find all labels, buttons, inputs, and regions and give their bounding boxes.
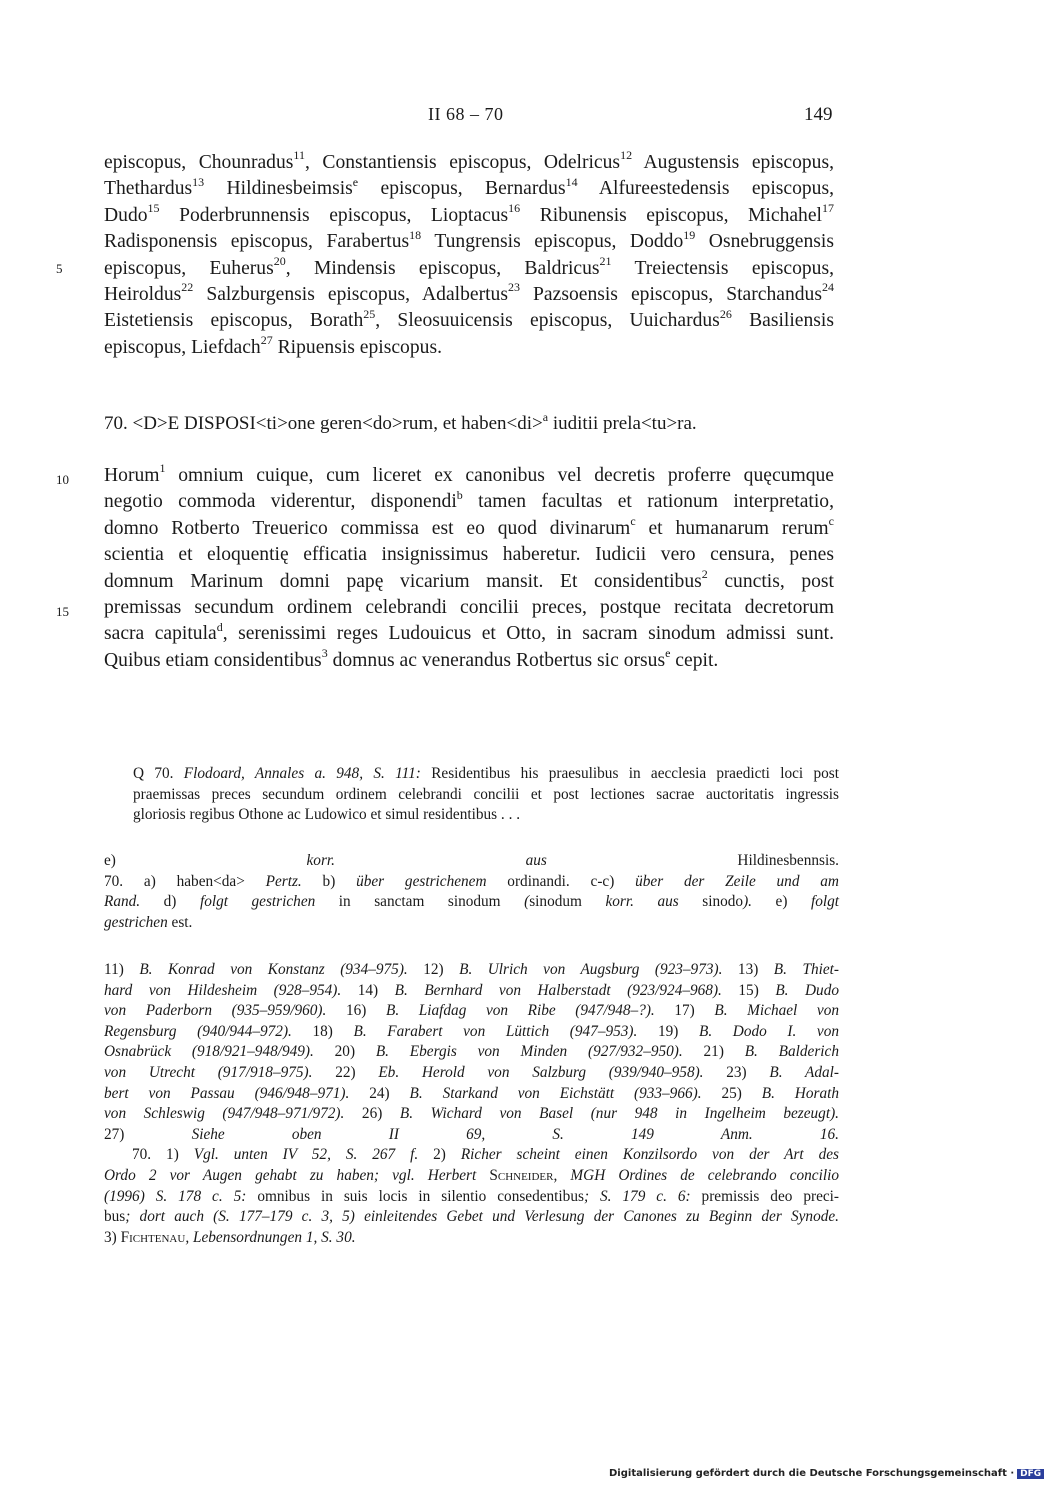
page-header — [0, 104, 1000, 132]
text-segment: Salzburgensis episcopus, Adalbertus — [193, 283, 508, 305]
italic-text: B. Thiet- — [773, 961, 839, 978]
text-segment: praemissas preces secundum ordinem celebrandi concilii et post lectiones sacrae auctoritatis ingressis — [133, 785, 839, 803]
text-segment: Poderbrunnensis episcopus, Lioptacus — [159, 204, 509, 226]
text-segment: scientia et eloquentię efficatia insignissimus haberetur. Iudicii vero censura, penes — [104, 544, 834, 566]
text-line — [104, 851, 839, 872]
italic-text: Pertz. — [265, 872, 302, 890]
text-segment: episcopus, Euherus — [104, 257, 274, 279]
italic-text: über gestrichenem — [356, 872, 487, 890]
text-segment: Residentibus his praesulibus in aecclesia praedicti loci post — [420, 765, 839, 782]
text-segment: 20) — [313, 1043, 376, 1061]
footnote-marker: d — [216, 619, 223, 634]
footnotes — [104, 960, 839, 1248]
text-line — [104, 516, 834, 542]
text-segment: Ripuensis episcopus. — [272, 336, 442, 358]
text-line — [104, 648, 834, 674]
footnote-marker: c — [828, 514, 834, 529]
text-segment: Q 70. — [133, 765, 184, 782]
text-line — [104, 960, 839, 981]
text-line — [104, 203, 834, 229]
text-segment: 25) — [701, 1084, 762, 1102]
italic-text: Rand. — [104, 893, 141, 911]
text-segment: 70. 1) — [132, 1146, 194, 1164]
text-line — [104, 1104, 839, 1125]
text-line — [104, 1207, 839, 1228]
text-line — [104, 1187, 839, 1208]
text-segment: Treiectensis episcopus, — [611, 257, 834, 279]
italic-text: korr. aus — [605, 893, 679, 911]
text-line — [104, 489, 834, 515]
text-segment: omnium cuique, cum liceret ex canonibus vel decretis proferre quęcumque — [165, 465, 834, 486]
text-line — [104, 892, 839, 913]
text-segment: domnum Marinum domni papę vicarium mansit. Et considentibus — [104, 570, 702, 592]
italic-text: Ordo 2 vor Augen gehabt zu haben; vgl. Herbert — [104, 1166, 490, 1184]
italic-text: von Utrecht (917/918–975). — [104, 1063, 313, 1081]
italic-text: von Paderborn (935–959/960). — [104, 1002, 327, 1020]
italic-text: bert von Passau (946/948–971). — [104, 1084, 350, 1102]
italic-text: , Lebensordnungen 1, S. 30. — [185, 1228, 356, 1246]
text-segment: 22) — [312, 1063, 379, 1081]
text-segment: bus — [104, 1208, 126, 1226]
text-segment: Tungrensis episcopus, Doddo — [421, 231, 684, 253]
text-segment: Heiroldus — [104, 283, 182, 305]
text-segment: Basiliensis — [731, 310, 834, 332]
text-segment: 26) — [344, 1105, 400, 1123]
footnote-marker: 15 — [147, 201, 160, 216]
text-segment: , Mindensis episcopus, Baldricus — [285, 257, 600, 279]
italic-text: Richer scheint einen Konzilsordo von der Art des — [460, 1146, 839, 1164]
italic-text: B. Adal- — [769, 1063, 839, 1081]
italic-text: B. Konrad von Konstanz (934–975). — [139, 961, 408, 978]
line-number-10: 10 — [56, 472, 69, 487]
text-segment: in sanctam sinodum — [315, 893, 525, 911]
running-title: II 68 – 70 — [428, 104, 504, 124]
text-line — [104, 569, 834, 595]
text-segment: episcopus, Bernardus — [358, 178, 566, 200]
text-segment: Alfureestedensis episcopus, — [577, 178, 834, 200]
text-line — [133, 805, 839, 826]
text-segment: , Sleosuuicensis episcopus, Uuichardus — [375, 310, 720, 332]
text-segment: 19) — [637, 1022, 699, 1040]
italic-text: Osnabrück (918/921–948/949). — [104, 1043, 314, 1061]
italic-text: B. Balderich — [744, 1043, 839, 1061]
text-segment: 15) — [721, 981, 776, 999]
chapter-heading — [104, 409, 834, 435]
text-segment: 27) — [104, 1125, 192, 1143]
text-segment: episcopus, Liefdach — [104, 336, 261, 358]
critical-apparatus — [104, 851, 839, 933]
footnote-marker: 1 — [159, 461, 166, 476]
text-segment: Eistetiensis episcopus, Borath — [104, 310, 364, 332]
italic-text: B. Michael von — [714, 1002, 839, 1020]
author-name: Fichtenau — [120, 1228, 186, 1246]
text-line — [104, 1042, 839, 1063]
italic-text: folgt gestrichen — [199, 893, 316, 911]
text-segment: domno Rotberto Treuerico commissa est eo quod divinarum — [104, 517, 631, 539]
text-segment: 14) — [341, 981, 395, 999]
text-segment: 21) — [682, 1043, 745, 1061]
text-segment: cunctis, post — [707, 570, 834, 592]
text-segment: 23) — [703, 1063, 770, 1081]
author-name: Schneider — [489, 1166, 554, 1184]
text-segment: negotio commoda viderentur, disponendi — [104, 491, 457, 513]
text-segment: premissas secundum ordinem celebrandi concilii preces, postque recitata decretorum — [104, 596, 834, 618]
footnote-marker: e — [665, 646, 671, 661]
text-segment: Ribunensis episcopus, Michahel — [520, 204, 822, 226]
main-paragraph — [104, 463, 834, 674]
italic-text: korr. aus — [306, 852, 547, 869]
footnote-marker: a — [542, 409, 549, 424]
italic-text: B. Liafdag von Ribe (947/948–?). — [385, 1002, 655, 1020]
text-segment: 11) — [104, 961, 140, 978]
footnote-marker: 21 — [599, 254, 612, 269]
italic-text: über der Zeile und am — [635, 872, 839, 890]
text-line — [104, 463, 834, 489]
text-segment: Pazsoensis episcopus, Starchandus — [519, 283, 822, 305]
footnote-marker: 2 — [701, 567, 708, 582]
text-segment: b) — [301, 872, 357, 890]
text-segment: 12) — [407, 961, 460, 978]
text-segment: gloriosis regibus Othone ac Ludowico et simul residentibus . . . — [133, 806, 521, 824]
footnote-marker: 23 — [507, 280, 520, 295]
text-line — [104, 256, 834, 282]
italic-text: hard von Hildesheim (928–954). — [104, 981, 342, 999]
footnote-marker: c — [630, 514, 636, 529]
text-line — [104, 282, 834, 308]
source-note — [133, 764, 839, 826]
text-segment: domnus ac venerandus Rotbertus sic orsus — [327, 649, 666, 671]
text-segment: 16) — [326, 1002, 386, 1020]
text-segment: episcopus, Chounradus — [104, 152, 294, 173]
italic-text: B. Wichard von Basel (nur 948 in Ingelheim bezeugt). — [399, 1105, 839, 1123]
text-line — [104, 621, 834, 647]
footnote-marker: 24 — [821, 280, 834, 295]
text-line — [104, 1022, 839, 1043]
footnote-marker: e — [352, 174, 359, 189]
footnote-marker: 18 — [409, 227, 422, 242]
italic-text: ). — [743, 893, 752, 911]
footer-text: Digitalisierung gefördert durch die Deutsche Forschungsgemeinschaft · — [609, 1468, 1015, 1479]
text-segment: omnibus in suis locis in silentio consedentibus — [246, 1187, 584, 1205]
footnote-marker: 25 — [363, 306, 376, 321]
text-line — [104, 913, 839, 934]
text-segment: Quibus etiam considentibus — [104, 649, 322, 671]
text-segment: premissis deo preci- — [690, 1187, 840, 1205]
text-segment: 70. <D>E DISPOSI<ti>one geren<do>rum, et haben<di> — [104, 413, 543, 434]
italic-text: B. Farabert von Lüttich (947–953). — [353, 1022, 638, 1040]
text-segment: Osnebruggensis — [695, 231, 834, 253]
line-number-15: 15 — [56, 604, 69, 619]
text-line — [104, 1084, 839, 1105]
dfg-logo: DFG — [1017, 1469, 1044, 1479]
text-segment: 18) — [291, 1022, 354, 1040]
footnote-marker: 3 — [321, 646, 328, 661]
footnote-marker: 11 — [293, 148, 305, 163]
text-segment: est. — [167, 913, 193, 931]
italic-text: , MGH Ordines de celebrando concilio — [553, 1166, 839, 1184]
text-line — [104, 1125, 839, 1146]
italic-text: B. Dodo I. von — [698, 1022, 839, 1040]
text-segment: 3) — [104, 1228, 121, 1246]
italic-text: B. Bernhard von Halberstadt (923/924–968). — [394, 981, 722, 999]
text-segment: sinodo — [678, 893, 744, 911]
bishop-list-paragraph — [104, 150, 834, 361]
text-line — [104, 1001, 839, 1022]
footnote-marker: 20 — [273, 254, 286, 269]
text-segment: , Constantiensis episcopus, Odelricus — [304, 152, 621, 173]
italic-text: (1996) S. 178 c. 5: — [104, 1187, 247, 1205]
italic-text: Flodoard, Annales a. 948, S. 111: — [183, 765, 421, 782]
footnote-marker: 13 — [192, 174, 205, 189]
text-segment: Hildinesbennsis. — [546, 852, 839, 869]
text-line — [104, 335, 834, 361]
text-line — [104, 595, 834, 621]
text-line — [104, 872, 839, 893]
text-line — [104, 229, 834, 255]
footnote-marker: 17 — [822, 201, 834, 216]
text-line — [104, 981, 839, 1002]
text-line — [104, 308, 834, 334]
page-number: 149 — [804, 104, 833, 125]
footnote-marker: 19 — [683, 227, 696, 242]
text-segment: d) — [140, 893, 200, 911]
text-segment: Augustensis episcopus, — [632, 152, 834, 173]
text-segment: Dudo — [104, 204, 148, 226]
line-number-5: 5 — [56, 261, 63, 276]
italic-text: ( — [524, 893, 530, 911]
text-segment: , serenissimi reges Ludouicus et Otto, in sacram sinodum admissi sunt. — [222, 623, 834, 645]
text-segment: sinodum — [529, 893, 606, 911]
italic-text: Regensburg (940/944–972). — [104, 1022, 292, 1040]
italic-text: ; dort auch (S. 177–179 c. 3, 5) einleitendes Gebet und Verlesung der Canones zu Beginn der Synode. — [125, 1208, 839, 1226]
text-segment: et humanarum rerum — [635, 517, 829, 539]
italic-text: ; S. 179 c. 6: — [583, 1187, 691, 1205]
dfg-footer — [609, 1468, 1044, 1479]
text-segment: Thethardus — [104, 178, 193, 200]
italic-text: B. Dudo — [775, 981, 839, 999]
text-segment: 70. a) haben<da> — [104, 872, 266, 890]
footnote-marker: 22 — [181, 280, 194, 295]
text-segment: e) — [752, 893, 811, 911]
text-line — [104, 542, 834, 568]
footnote-marker: 26 — [719, 306, 732, 321]
italic-text: gestrichen — [104, 913, 168, 931]
text-segment: cepit. — [670, 649, 719, 671]
text-segment: iuditii prela<tu>ra. — [548, 413, 697, 434]
text-segment: 13) — [722, 961, 774, 978]
footnote-marker: 27 — [260, 333, 273, 348]
text-segment: Radisponensis episcopus, Farabertus — [104, 231, 410, 253]
footnote-marker: b — [456, 487, 463, 502]
text-line — [104, 176, 834, 202]
text-segment: ordinandi. c-c) — [486, 872, 636, 890]
footnote-marker: 14 — [565, 174, 578, 189]
italic-text: folgt — [810, 893, 840, 911]
text-line — [133, 764, 839, 785]
text-segment: Horum — [104, 465, 160, 486]
text-line — [104, 1228, 839, 1249]
italic-text: B. Starkand von Eichstätt (933–966). — [409, 1084, 702, 1102]
text-line — [133, 785, 839, 806]
text-segment: e) — [104, 852, 307, 869]
italic-text: Eb. Herold von Salzburg (939/940–958). — [378, 1063, 704, 1081]
italic-text: Siehe oben II 69, S. 149 Anm. 16. — [191, 1125, 839, 1143]
text-segment: tamen facultas et rationum interpretatio, — [462, 491, 834, 513]
text-segment: sacra capitula — [104, 623, 217, 645]
italic-text: B. Ulrich von Augsburg (923–973). — [459, 961, 723, 978]
text-line — [104, 150, 834, 176]
text-line — [104, 1063, 839, 1084]
text-segment: 24) — [349, 1084, 410, 1102]
text-segment: 2) — [418, 1146, 461, 1164]
footnote-marker: 16 — [508, 201, 521, 216]
italic-text: B. Ebergis von Minden (927/932–950). — [375, 1043, 683, 1061]
text-line — [104, 1145, 839, 1166]
italic-text: Vgl. unten IV 52, S. 267 f. — [193, 1146, 419, 1164]
footnote-marker: 12 — [620, 148, 633, 163]
italic-text: B. Horath — [761, 1084, 839, 1102]
text-line — [104, 1166, 839, 1187]
italic-text: von Schleswig (947/948–971/972). — [104, 1105, 345, 1123]
text-segment: 17) — [654, 1002, 715, 1020]
text-segment: Hildinesbeimsis — [204, 178, 353, 200]
